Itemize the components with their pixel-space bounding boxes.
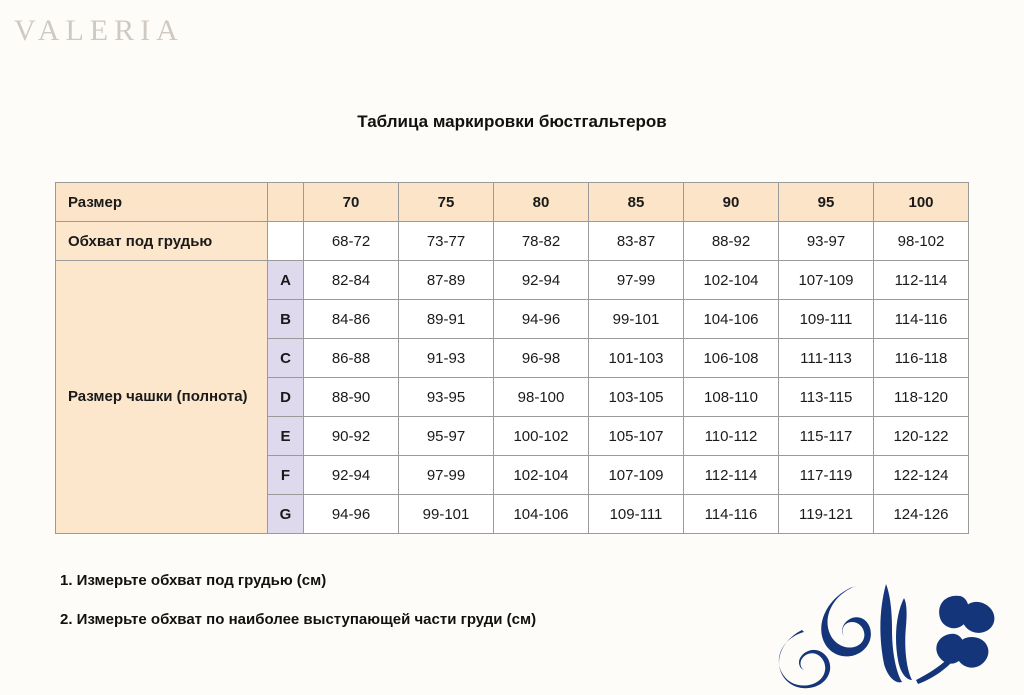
- cup-f-value-75: 97-99: [399, 456, 494, 495]
- page-title: Таблица маркировки бюстгальтеров: [357, 112, 667, 131]
- cup-d-value-95: 113-115: [779, 378, 874, 417]
- cup-g-value-95: 119-121: [779, 495, 874, 534]
- cup-e-value-75: 95-97: [399, 417, 494, 456]
- cup-a-value-90: 102-104: [684, 261, 779, 300]
- cup-d-value-75: 93-95: [399, 378, 494, 417]
- size-table-container: [55, 182, 969, 534]
- cup-c-value-80: 96-98: [494, 339, 589, 378]
- cup-c-value-95: 111-113: [779, 339, 874, 378]
- cup-g-value-90: 114-116: [684, 495, 779, 534]
- cup-letter-g: G: [268, 495, 304, 534]
- header-size-95: 95: [779, 183, 874, 222]
- underbust-label: Обхват под грудью: [56, 222, 268, 261]
- header-size-85: 85: [589, 183, 684, 222]
- cup-e-value-80: 100-102: [494, 417, 589, 456]
- table-row: [56, 222, 969, 261]
- header-size-80: 80: [494, 183, 589, 222]
- cup-b-value-85: 99-101: [589, 300, 684, 339]
- cup-c-value-85: 101-103: [589, 339, 684, 378]
- brand-logo: VALERIA: [14, 14, 184, 47]
- cup-g-value-70: 94-96: [304, 495, 399, 534]
- cup-e-value-85: 105-107: [589, 417, 684, 456]
- cup-a-value-80: 92-94: [494, 261, 589, 300]
- cup-a-value-100: 112-114: [874, 261, 969, 300]
- cup-d-value-100: 118-120: [874, 378, 969, 417]
- cup-a-value-85: 97-99: [589, 261, 684, 300]
- cup-b-value-95: 109-111: [779, 300, 874, 339]
- cup-e-value-100: 120-122: [874, 417, 969, 456]
- cup-b-value-70: 84-86: [304, 300, 399, 339]
- cup-d-value-80: 98-100: [494, 378, 589, 417]
- cup-f-value-90: 112-114: [684, 456, 779, 495]
- cup-letter-a: A: [268, 261, 304, 300]
- header-size-90: 90: [684, 183, 779, 222]
- cup-letter-b: B: [268, 300, 304, 339]
- table-header-row: [56, 183, 969, 222]
- header-size-label: Размер: [56, 183, 268, 222]
- cup-b-value-100: 114-116: [874, 300, 969, 339]
- table-row: [56, 261, 969, 300]
- cup-a-value-70: 82-84: [304, 261, 399, 300]
- cup-letter-d: D: [268, 378, 304, 417]
- cup-c-value-90: 106-108: [684, 339, 779, 378]
- cup-e-value-95: 115-117: [779, 417, 874, 456]
- cup-c-value-70: 86-88: [304, 339, 399, 378]
- cup-d-value-90: 108-110: [684, 378, 779, 417]
- cup-a-value-75: 87-89: [399, 261, 494, 300]
- cup-d-value-85: 103-105: [589, 378, 684, 417]
- cup-e-value-90: 110-112: [684, 417, 779, 456]
- instructions-list: [60, 572, 760, 650]
- header-size-75: 75: [399, 183, 494, 222]
- cup-f-value-95: 117-119: [779, 456, 874, 495]
- cup-f-value-100: 122-124: [874, 456, 969, 495]
- underbust-value-95: 93-97: [779, 222, 874, 261]
- instruction-step-2: 2. Измерьте обхват по наиболее выступающей части груди (см): [60, 611, 537, 628]
- cup-f-value-85: 107-109: [589, 456, 684, 495]
- underbust-value-85: 83-87: [589, 222, 684, 261]
- header-size-70: 70: [304, 183, 399, 222]
- cup-b-value-75: 89-91: [399, 300, 494, 339]
- cup-letter-e: E: [268, 417, 304, 456]
- header-cup-blank: [268, 183, 304, 222]
- underbust-value-75: 73-77: [399, 222, 494, 261]
- cup-e-value-70: 90-92: [304, 417, 399, 456]
- header-size-100: 100: [874, 183, 969, 222]
- cup-c-value-75: 91-93: [399, 339, 494, 378]
- cup-d-value-70: 88-90: [304, 378, 399, 417]
- underbust-cup-blank: [268, 222, 304, 261]
- underbust-value-100: 98-102: [874, 222, 969, 261]
- cup-letter-c: C: [268, 339, 304, 378]
- underbust-value-70: 68-72: [304, 222, 399, 261]
- floral-flourish-ornament: [764, 580, 1014, 690]
- cup-g-value-85: 109-111: [589, 495, 684, 534]
- cup-g-value-80: 104-106: [494, 495, 589, 534]
- cup-b-value-90: 104-106: [684, 300, 779, 339]
- cup-g-value-100: 124-126: [874, 495, 969, 534]
- cup-f-value-70: 92-94: [304, 456, 399, 495]
- cup-c-value-100: 116-118: [874, 339, 969, 378]
- cup-b-value-80: 94-96: [494, 300, 589, 339]
- cup-letter-f: F: [268, 456, 304, 495]
- cup-a-value-95: 107-109: [779, 261, 874, 300]
- cup-g-value-75: 99-101: [399, 495, 494, 534]
- cup-section-label: Размер чашки (полнота): [56, 261, 268, 534]
- cup-f-value-80: 102-104: [494, 456, 589, 495]
- instruction-step-1: 1. Измерьте обхват под грудью (см): [60, 572, 327, 589]
- underbust-value-90: 88-92: [684, 222, 779, 261]
- underbust-value-80: 78-82: [494, 222, 589, 261]
- bra-size-table: [55, 182, 969, 534]
